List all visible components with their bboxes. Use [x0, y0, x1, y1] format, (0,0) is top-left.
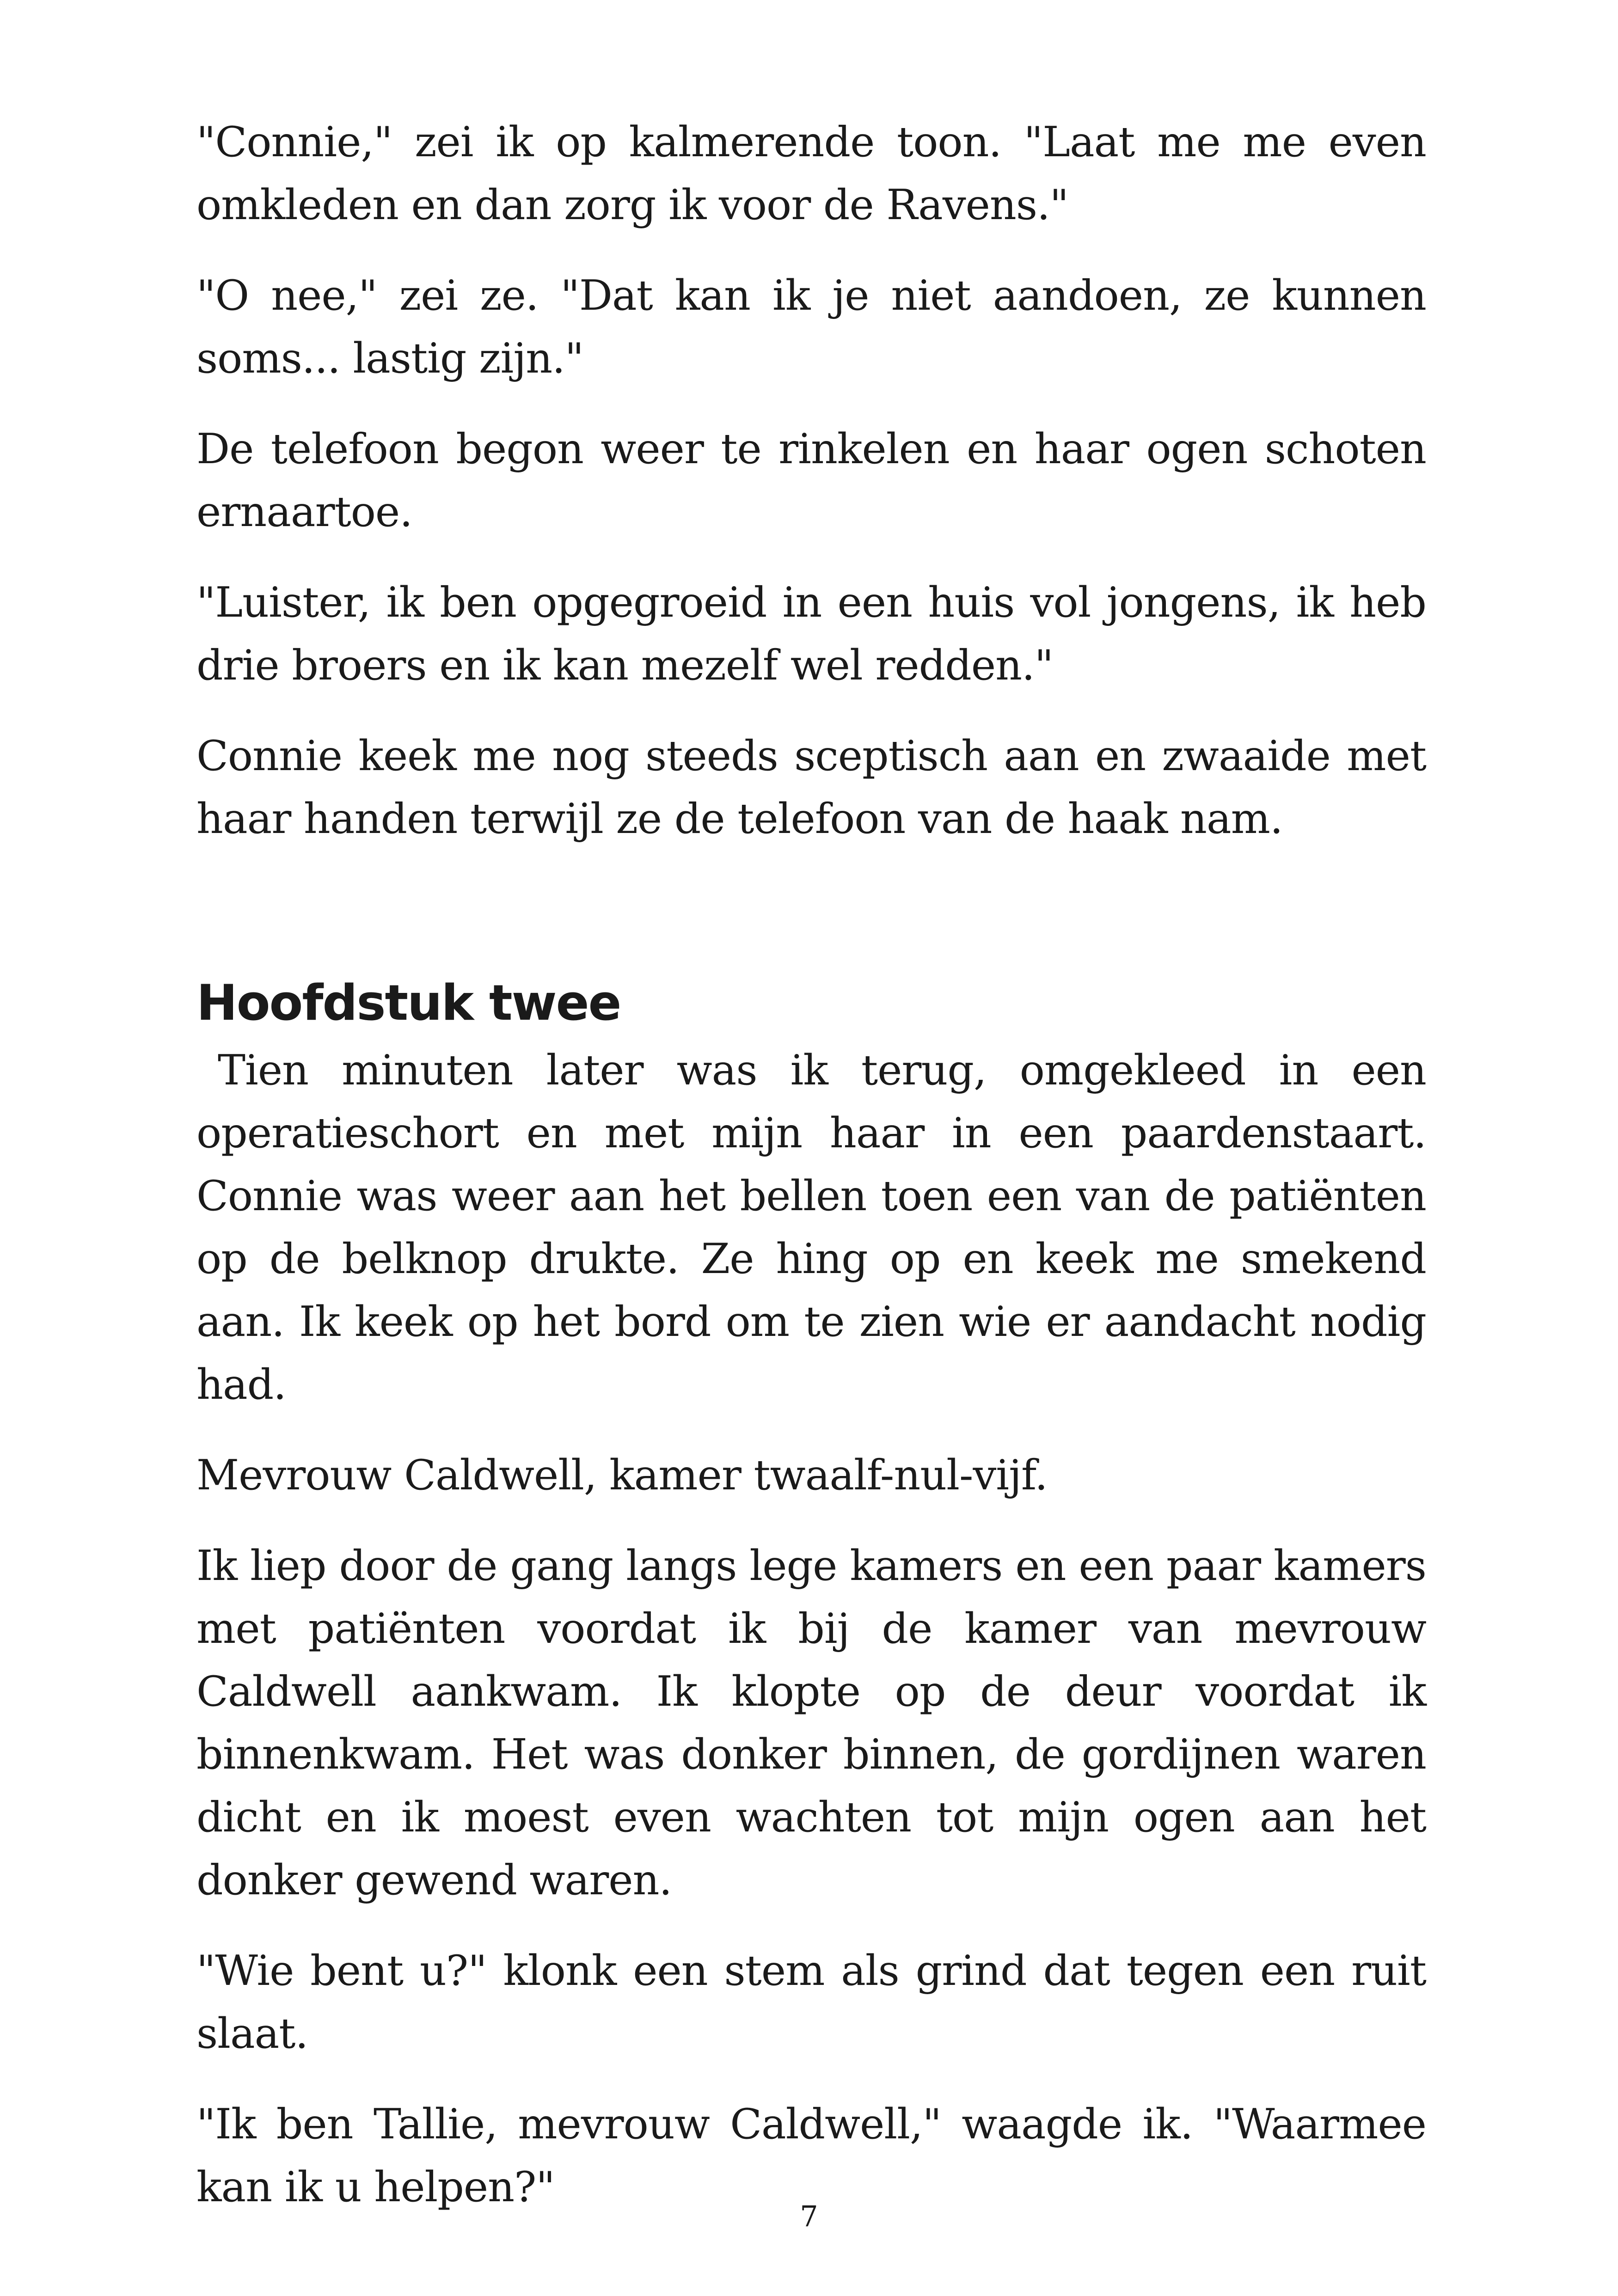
- paragraph: Tien minuten later was ik terug, omgekleed in een operatieschort en met mijn haar in een paardenstaart. Connie was weer aan het bellen toen een van de patiënten op de belknop drukte. Ze hing op en keek me smekend aan. Ik keek op het bord om te zien wie er aandacht nodig had.: [196, 1046, 1426, 1409]
- paragraph: "Wie bent u?" klonk een stem als grind dat tegen een ruit slaat.: [196, 1947, 1426, 2058]
- paragraph: De telefoon begon weer te rinkelen en haar ogen schoten ernaartoe.: [196, 425, 1426, 536]
- paragraph: "Luister, ik ben opgegroeid in een huis vol jongens, ik heb drie broers en ik kan mezelf wel redden.": [196, 578, 1426, 690]
- paragraph: "Connie," zei ik op kalmerende toon. "Laat me me even omkleden en dan zorg ik voor de Ravens.": [196, 118, 1426, 229]
- paragraph: Ik liep door de gang langs lege kamers en een paar kamers met patiënten voordat ik bij de kamer van mevrouw Caldwell aankwam. Ik klopte op de deur voordat ik binnenkwam. Het was donker binnen, de gordijnen waren dicht en ik moest even wachten tot mijn ogen aan het donker gewend waren.: [196, 1542, 1426, 1904]
- paragraph: "O nee," zei ze. "Dat kan ik je niet aandoen, ze kunnen soms... lastig zijn.": [196, 271, 1426, 383]
- paragraph: Connie keek me nog steeds sceptisch aan en zwaaide met haar handen terwijl ze de telefoon van de haak nam.: [196, 732, 1426, 843]
- paragraph: Mevrouw Caldwell, kamer twaalf-nul-vijf.: [196, 1451, 1048, 1500]
- page-number: 7: [800, 2199, 818, 2233]
- chapter-spacer: [196, 878, 1426, 971]
- paragraph: "Ik ben Tallie, mevrouw Caldwell," waagde ik. "Waarmee kan ik u helpen?": [196, 2100, 1426, 2211]
- text-column: [196, 111, 1426, 2247]
- chapter-heading: Hoofdstuk twee: [196, 974, 621, 1031]
